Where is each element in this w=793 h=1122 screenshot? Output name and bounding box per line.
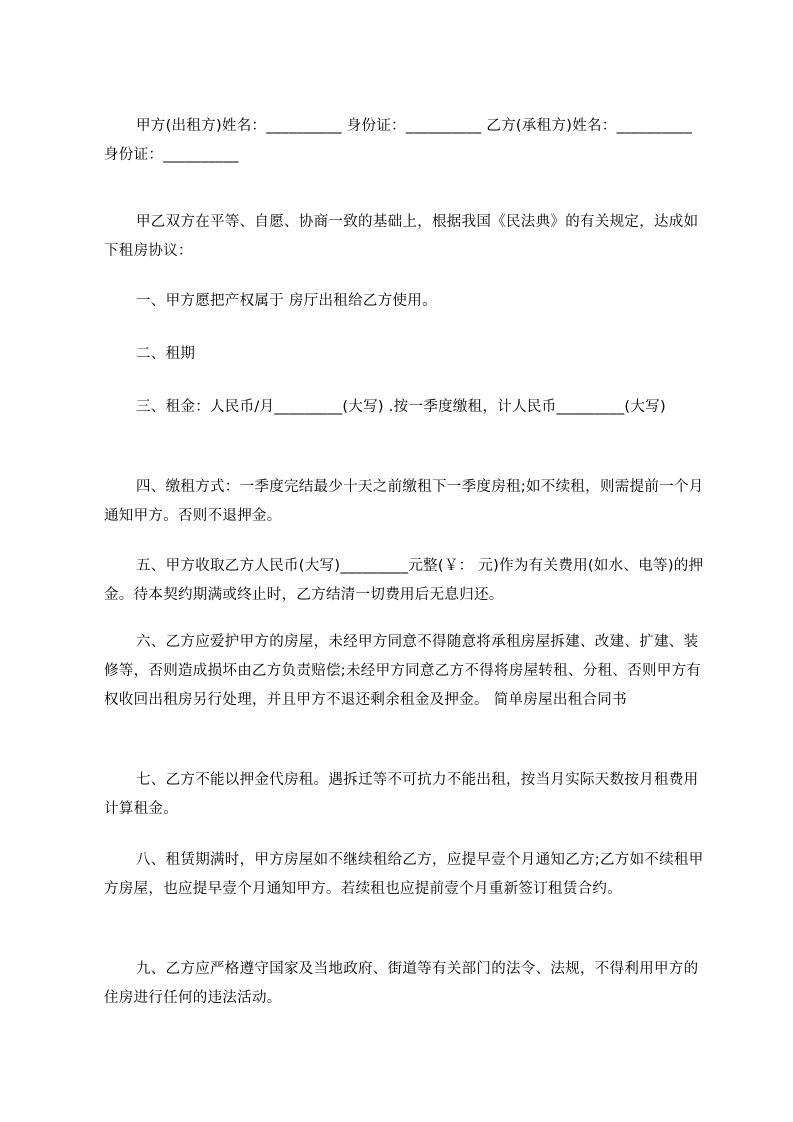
clause-8-paragraph: 八、租赁期满时，甲方房屋如不继续租给乙方，应提早壹个月通知乙方;乙方如不续租甲方房屋，也应提早壹个月通知甲方。若续租也应提前壹个月重新签订租赁合约。 [104, 852, 704, 897]
parties-info-paragraph: 甲方(出租方)姓名：__________ 身份证：__________ 乙方(承租方)姓名：__________ 身份证：__________ [104, 118, 693, 163]
clause-3-paragraph: 三、租金：人民币/月_________(大写) .按一季度缴租，计人民币_________(大写) [136, 399, 666, 415]
preamble-paragraph: 甲乙双方在平等、自愿、协商一致的基础上，根据我国《民法典》的有关规定，达成如下租房协议： [104, 214, 699, 259]
clause-5-paragraph: 五、甲方收取乙方人民币(大写)_________元整(￥： 元)作为有关费用(如水、电等)的押金。待本契约期满或终止时，乙方结清一切费用后无息归还。 [104, 558, 704, 603]
clause-7-paragraph: 七、乙方不能以押金代房租。遇拆迁等不可抗力不能出租，按当月实际天数按月租费用计算租金。 [104, 772, 699, 817]
clause-4-paragraph: 四、缴租方式：一季度完结最少十天之前缴租下一季度房租;如不续租，则需提前一个月通知甲方。否则不退押金。 [104, 479, 704, 524]
clause-6-paragraph: 六、乙方应爱护甲方的房屋，未经甲方同意不得随意将承租房屋拆建、改建、扩建、装修等，否则造成损坏由乙方负责赔偿;未经甲方同意乙方不得将房屋转租、分租、否则甲方有权收回出租房另行处理，并且甲方不退还剩余租金及押金。 简单房屋出租合同书 [104, 634, 702, 708]
clause-1-paragraph: 一、甲方愿把产权属于 房厅出租给乙方使用。 [136, 293, 437, 309]
clause-9-paragraph: 九、乙方应严格遵守国家及当地政府、街道等有关部门的法令、法规，不得利用甲方的住房进行任何的违法活动。 [104, 961, 699, 1006]
clause-2-paragraph: 二、租期 [136, 346, 196, 362]
